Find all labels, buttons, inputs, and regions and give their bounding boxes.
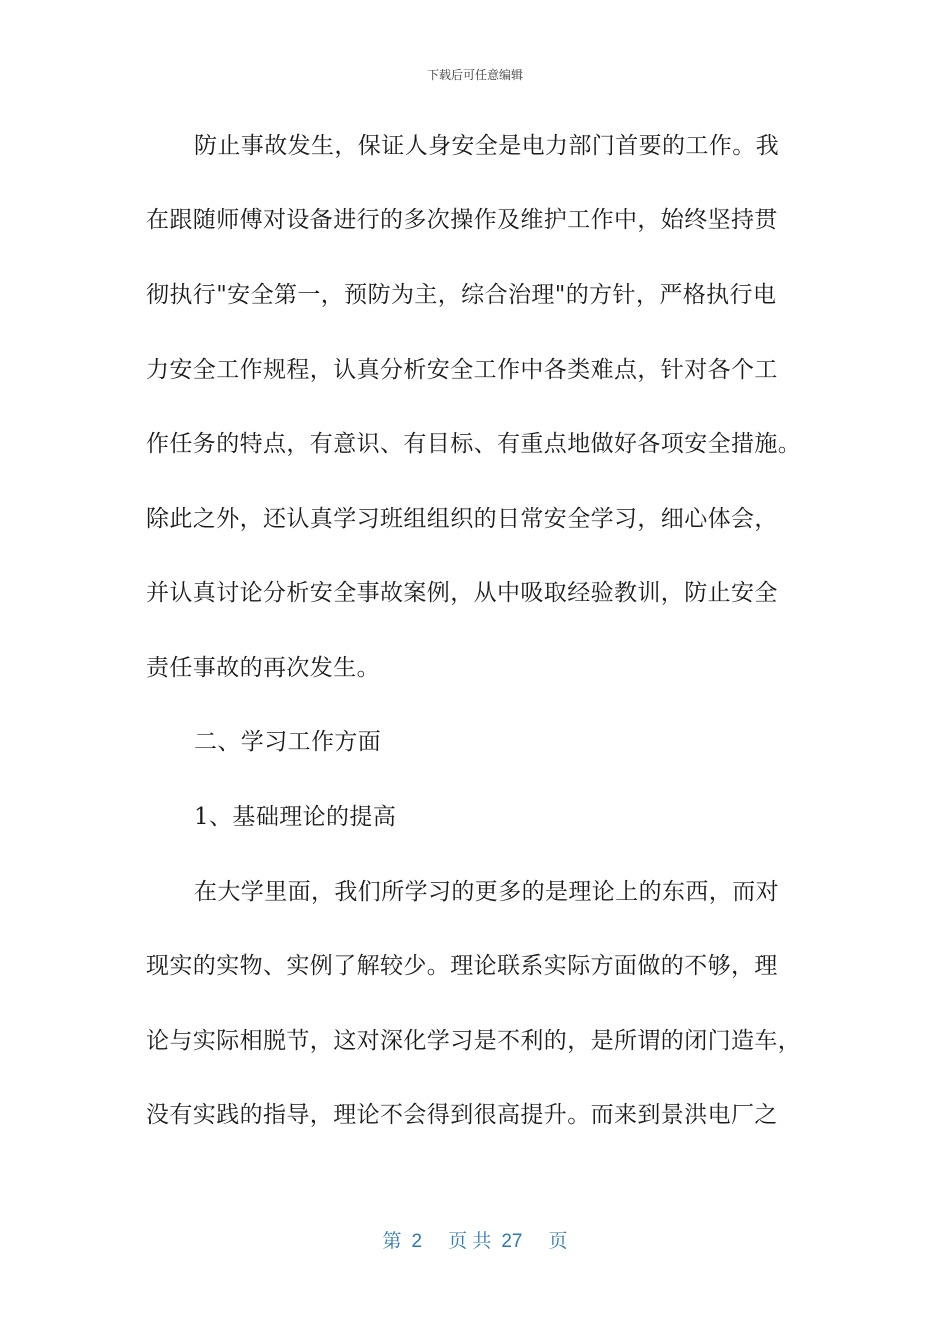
paragraph-line: 论与实际相脱节，这对深化学习是不利的，是所谓的闭门造车， bbox=[146, 1028, 802, 1054]
subsection-heading: 1、基础理论的提高 bbox=[194, 804, 397, 830]
paragraph-line: 彻执行"安全第一，预防为主，综合治理"的方针，严格执行电 bbox=[146, 282, 777, 308]
paragraph-line: 责任事故的再次发生。 bbox=[146, 655, 380, 681]
total-page-count: 27 bbox=[501, 1231, 523, 1252]
paragraph-line: 在跟随师傅对设备进行的多次操作及维护工作中，始终坚持贯 bbox=[146, 207, 778, 233]
footer-suffix: 页 bbox=[548, 1231, 568, 1252]
paragraph-line: 现实的实物、实例了解较少。理论联系实际方面做的不够，理 bbox=[146, 953, 778, 979]
paragraph-line: 在大学里面，我们所学习的更多的是理论上的东西，而对 bbox=[194, 879, 779, 905]
section-heading: 二、学习工作方面 bbox=[194, 729, 382, 755]
footer-middle: 页 共 bbox=[448, 1231, 492, 1252]
paragraph-line: 除此之外，还认真学习班组组织的日常安全学习，细心体会， bbox=[146, 506, 778, 532]
paragraph-line: 作任务的特点，有意识、有目标、有重点地做好各项安全措施。 bbox=[146, 431, 802, 457]
footer-prefix: 第 bbox=[382, 1231, 402, 1252]
page-footer bbox=[0, 1226, 950, 1253]
current-page-number: 2 bbox=[411, 1231, 423, 1252]
paragraph-line: 力安全工作规程，认真分析安全工作中各类难点，针对各个工 bbox=[146, 357, 778, 383]
paragraph-line: 没有实践的指导，理论不会得到很高提升。而来到景洪电厂之 bbox=[146, 1102, 778, 1128]
page-header: 下载后可任意编辑 bbox=[426, 68, 523, 82]
paragraph-line: 并认真讨论分析安全事故案例，从中吸取经验教训，防止安全 bbox=[146, 580, 778, 606]
paragraph-line: 防止事故发生，保证人身安全是电力部门首要的工作。我 bbox=[194, 133, 779, 159]
